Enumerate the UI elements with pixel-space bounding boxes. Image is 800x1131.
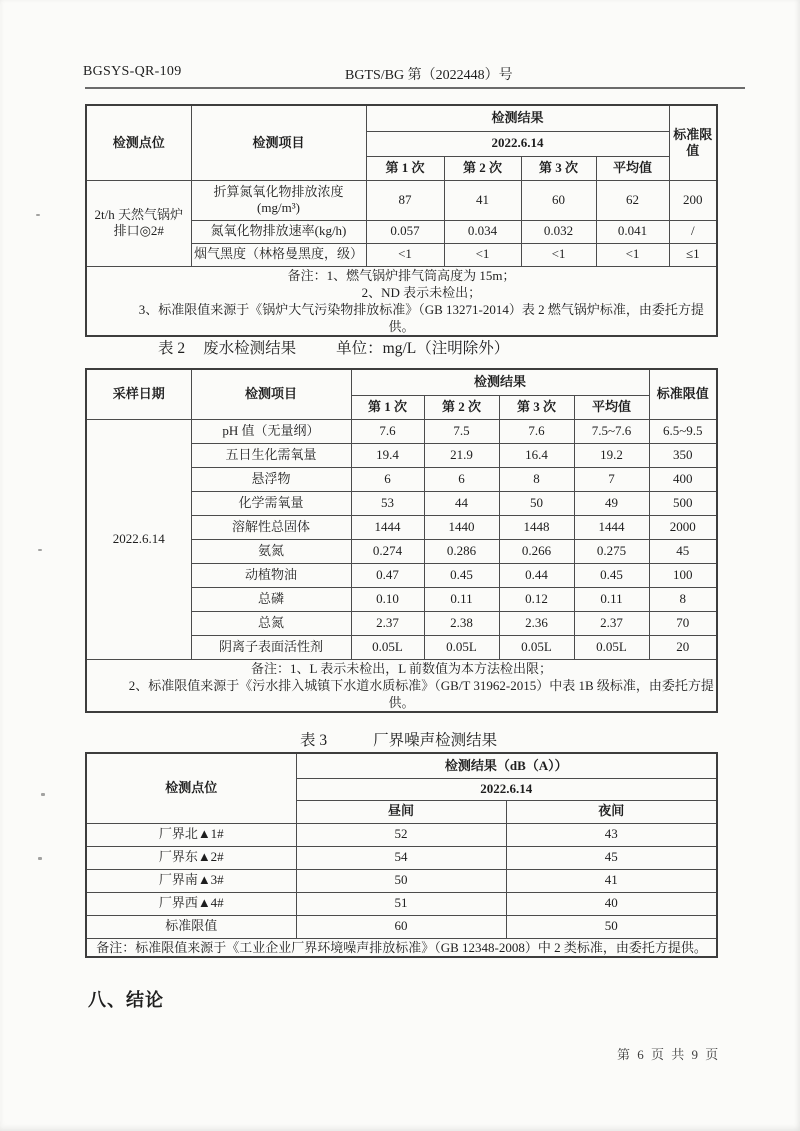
col-header-run1: 第 1 次 — [366, 156, 444, 180]
limit-cell: 100 — [649, 563, 717, 587]
value-cell: 0.05L — [499, 635, 574, 659]
notes-cell — [86, 938, 717, 957]
value-cell: 43 — [506, 823, 717, 846]
table-header-row — [86, 753, 717, 778]
value-cell: <1 — [366, 243, 444, 266]
limit-cell: 70 — [649, 611, 717, 635]
limit-cell: 350 — [649, 443, 717, 467]
table-row — [86, 915, 717, 938]
col-header-site: 检测点位 — [86, 753, 296, 823]
item-cell: 五日生化需氧量 — [191, 443, 351, 467]
value-cell: 51 — [296, 892, 506, 915]
value-cell: 7.5 — [424, 419, 499, 443]
scan-speck — [36, 214, 40, 216]
item-cell: 烟气黑度（林格曼黑度，级） — [191, 243, 366, 266]
item-cell: 总氮 — [191, 611, 351, 635]
value-cell: 0.11 — [574, 587, 649, 611]
value-cell: 16.4 — [499, 443, 574, 467]
report-number: BGTS/BG 第（2022448）号 — [345, 68, 513, 83]
value-cell: 0.286 — [424, 539, 499, 563]
limit-cell: 200 — [669, 180, 717, 220]
value-cell: 54 — [296, 846, 506, 869]
value-cell: 0.05L — [424, 635, 499, 659]
item-cell: 悬浮物 — [191, 467, 351, 491]
site-cell: 厂界北▲1# — [86, 823, 296, 846]
table2-caption-unit: 单位：mg/L（注明除外） — [336, 340, 510, 357]
value-cell: 50 — [499, 491, 574, 515]
item-cell: 阴离子表面活性剂 — [191, 635, 351, 659]
note-line: 2、标准限值来源于《污水排入城镇下水道水质标准》（GB/T 31962-2015）中表 1B 级标准，由委托方提供。 — [128, 677, 714, 710]
limit-cell: 400 — [649, 467, 717, 491]
sampling-site-cell: 2t/h 天然气锅炉排口◎2# — [86, 180, 191, 266]
limit-cell: 60 — [296, 915, 506, 938]
value-cell: 60 — [521, 180, 596, 220]
value-cell: 45 — [506, 846, 717, 869]
col-header-date: 2022.6.14 — [296, 778, 717, 800]
value-cell: 1444 — [574, 515, 649, 539]
col-header-run1: 第 1 次 — [351, 395, 424, 419]
conclusion-heading: 八、结论 — [88, 990, 164, 1010]
item-cell: 溶解性总固体 — [191, 515, 351, 539]
value-cell: 40 — [506, 892, 717, 915]
table3-caption-label: 表 3 — [300, 732, 328, 749]
item-cell: 化学需氧量 — [191, 491, 351, 515]
scan-speck — [38, 549, 42, 551]
value-cell: 8 — [499, 467, 574, 491]
notes-cell — [86, 659, 717, 712]
table3-caption-title: 厂界噪声检测结果 — [373, 732, 498, 749]
table-row — [86, 869, 717, 892]
value-cell: 21.9 — [424, 443, 499, 467]
site-cell: 厂界西▲4# — [86, 892, 296, 915]
value-cell: <1 — [596, 243, 669, 266]
value-cell: 0.12 — [499, 587, 574, 611]
table-row — [86, 892, 717, 915]
page-number: 第 6 页 共 9 页 — [617, 1047, 721, 1062]
value-cell: 0.032 — [521, 220, 596, 243]
table2-caption — [158, 336, 509, 358]
value-cell: 0.274 — [351, 539, 424, 563]
value-cell: 53 — [351, 491, 424, 515]
scan-speck — [38, 857, 42, 860]
col-header-run3: 第 3 次 — [521, 156, 596, 180]
item-cell: 总磷 — [191, 587, 351, 611]
value-cell: 0.034 — [444, 220, 521, 243]
table-row — [86, 419, 717, 443]
value-cell: 0.05L — [351, 635, 424, 659]
limit-cell: 2000 — [649, 515, 717, 539]
limit-label-cell: 标准限值 — [86, 915, 296, 938]
value-cell: 0.45 — [424, 563, 499, 587]
value-cell: 1444 — [351, 515, 424, 539]
value-cell: 6 — [351, 467, 424, 491]
table2-caption-label: 表 2 — [158, 340, 186, 357]
col-header-run3: 第 3 次 — [499, 395, 574, 419]
col-header-avg: 平均值 — [574, 395, 649, 419]
table-notes-row — [86, 266, 717, 336]
scan-speck — [41, 793, 45, 796]
note-line: 备注：标准限值来源于《工业企业厂界环境噪声排放标准》（GB 12348-2008）中 2 类标准，由委托方提供。 — [96, 939, 707, 955]
col-header-result: 检测结果（dB（A）） — [296, 753, 717, 778]
value-cell: 52 — [296, 823, 506, 846]
value-cell: 7.5~7.6 — [574, 419, 649, 443]
table3-caption — [300, 728, 497, 750]
value-cell: 0.44 — [499, 563, 574, 587]
site-cell: 厂界东▲2# — [86, 846, 296, 869]
limit-cell: ≤1 — [669, 243, 717, 266]
col-header-limit: 标准限值 — [669, 105, 717, 180]
limit-cell: 500 — [649, 491, 717, 515]
item-cell: 氮氧化物排放速率(kg/h) — [191, 220, 366, 243]
value-cell: 0.266 — [499, 539, 574, 563]
col-header-result: 检测结果 — [351, 369, 649, 395]
value-cell: 2.36 — [499, 611, 574, 635]
site-cell: 厂界南▲3# — [86, 869, 296, 892]
table-header-row — [86, 369, 717, 395]
col-header-item: 检测项目 — [191, 105, 366, 180]
boiler-emissions-table — [85, 104, 718, 337]
value-cell: 2.37 — [574, 611, 649, 635]
sampling-date-cell: 2022.6.14 — [86, 419, 191, 659]
value-cell: 1448 — [499, 515, 574, 539]
value-cell: 0.47 — [351, 563, 424, 587]
value-cell: 44 — [424, 491, 499, 515]
note-line: 备注：1、L 表示未检出，L 前数值为本方法检出限； — [251, 660, 552, 676]
table-row — [86, 846, 717, 869]
value-cell: 41 — [506, 869, 717, 892]
value-cell: 7 — [574, 467, 649, 491]
limit-cell: / — [669, 220, 717, 243]
item-cell: pH 值（无量纲） — [191, 419, 351, 443]
col-header-item: 检测项目 — [191, 369, 351, 419]
table-row — [86, 180, 717, 220]
value-cell: 0.057 — [366, 220, 444, 243]
value-cell: 7.6 — [351, 419, 424, 443]
note-line: 2、ND 表示未检出； — [361, 284, 482, 300]
note-line: 3、标准限值来源于《锅炉大气污染物排放标准》（GB 13271-2014）表 2 燃气锅炉标准，由委托方提供。 — [138, 301, 704, 334]
value-cell: 0.05L — [574, 635, 649, 659]
col-header-nighttime: 夜间 — [506, 800, 717, 823]
col-header-avg: 平均值 — [596, 156, 669, 180]
item-cell: 动植物油 — [191, 563, 351, 587]
value-cell: 2.37 — [351, 611, 424, 635]
value-cell: <1 — [444, 243, 521, 266]
value-cell: 0.11 — [424, 587, 499, 611]
table-notes-row — [86, 659, 717, 712]
item-cell: 氨氮 — [191, 539, 351, 563]
col-header-run2: 第 2 次 — [444, 156, 521, 180]
noise-table — [85, 752, 718, 958]
table-row — [86, 823, 717, 846]
value-cell: 0.45 — [574, 563, 649, 587]
value-cell: 50 — [296, 869, 506, 892]
value-cell: 62 — [596, 180, 669, 220]
col-header-date: 2022.6.14 — [366, 131, 669, 156]
limit-cell: 50 — [506, 915, 717, 938]
table-notes-row — [86, 938, 717, 957]
value-cell: 2.38 — [424, 611, 499, 635]
value-cell: 87 — [366, 180, 444, 220]
limit-cell: 20 — [649, 635, 717, 659]
value-cell: 0.10 — [351, 587, 424, 611]
col-header-date-label: 采样日期 — [86, 369, 191, 419]
limit-cell: 6.5~9.5 — [649, 419, 717, 443]
item-cell: 折算氮氧化物排放浓度 (mg/m³) — [191, 180, 366, 220]
note-line: 备注：1、燃气锅炉排气筒高度为 15m； — [287, 267, 516, 283]
value-cell: 49 — [574, 491, 649, 515]
col-header-daytime: 昼间 — [296, 800, 506, 823]
form-code: BGSYS-QR-109 — [83, 64, 182, 79]
limit-cell: 8 — [649, 587, 717, 611]
value-cell: 7.6 — [499, 419, 574, 443]
value-cell: 19.4 — [351, 443, 424, 467]
notes-cell — [86, 266, 717, 336]
col-header-site: 检测点位 — [86, 105, 191, 180]
header-rule — [85, 87, 745, 89]
table-header-row — [86, 105, 717, 131]
value-cell: 0.275 — [574, 539, 649, 563]
value-cell: 6 — [424, 467, 499, 491]
col-header-limit: 标准限值 — [649, 369, 717, 419]
wastewater-table — [85, 368, 718, 713]
table2-caption-title: 废水检测结果 — [203, 340, 297, 357]
col-header-result: 检测结果 — [366, 105, 669, 131]
value-cell: <1 — [521, 243, 596, 266]
value-cell: 19.2 — [574, 443, 649, 467]
value-cell: 1440 — [424, 515, 499, 539]
value-cell: 0.041 — [596, 220, 669, 243]
value-cell: 41 — [444, 180, 521, 220]
limit-cell: 45 — [649, 539, 717, 563]
col-header-run2: 第 2 次 — [424, 395, 499, 419]
